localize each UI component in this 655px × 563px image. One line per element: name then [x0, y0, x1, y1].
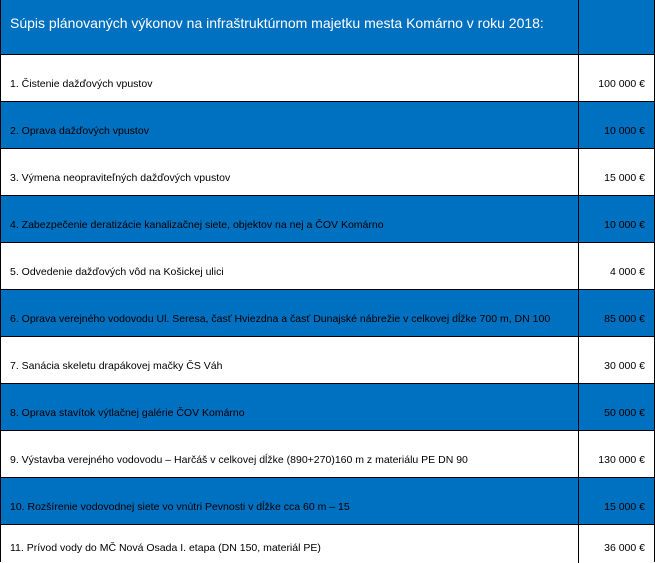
table-row: [1, 431, 654, 478]
table-row: [1, 525, 654, 563]
row-amount: 10 000 €: [604, 125, 645, 137]
header-value-cell: [579, 0, 654, 54]
row-label: 11. Prívod vody do MČ Nová Osada I. etapa (DN 150, materiál PE): [1, 525, 579, 563]
row-label: 4. Zabezpečenie deratizácie kanalizačnej siete, objektov na nej a ČOV Komárno: [1, 196, 579, 242]
table-row: [1, 149, 654, 196]
table-row: [1, 243, 654, 290]
table-row: [1, 337, 654, 384]
table-row: [1, 478, 654, 525]
row-amount: 4 000 €: [609, 266, 645, 278]
row-amount: 36 000 €: [604, 542, 645, 554]
row-label: 7. Sanácia skeletu drapákovej mačky ČS Váh: [1, 337, 579, 383]
table-header-row: [1, 0, 654, 55]
table-row: [1, 102, 654, 149]
row-label: 10. Rozšírenie vodovodnej siete vo vnútri Pevnosti v dĺžke cca 60 m – 15: [1, 478, 579, 524]
row-amount: 85 000 €: [604, 313, 645, 325]
row-amount: 15 000 €: [604, 172, 645, 184]
row-label: 6. Oprava verejného vodovodu Ul. Seresa, časť Hviezdna a časť Dunajské nábrežie v celkovej dĺžke 700 m, DN 100: [1, 290, 579, 336]
table-row: [1, 384, 654, 431]
table-row: [1, 55, 654, 102]
row-label: 8. Oprava stavítok výtlačnej galérie ČOV Komárno: [1, 384, 579, 430]
table-row: [1, 196, 654, 243]
row-amount: 10 000 €: [604, 219, 645, 231]
table-title: Súpis plánovaných výkonov na infraštruktúrnom majetku mesta Komárno v roku 2018:: [1, 0, 579, 54]
table-row: [1, 290, 654, 337]
row-amount: 15 000 €: [604, 501, 645, 513]
row-label: 1. Čistenie dažďových vpustov: [1, 55, 579, 101]
row-label: 9. Výstavba verejného vodovodu – Harčáš v celkovej dĺžke (890+270)160 m z materiálu PE DN 90: [1, 431, 579, 477]
row-amount: 130 000 €: [598, 454, 645, 466]
row-amount: 30 000 €: [604, 360, 645, 372]
row-amount: 100 000 €: [598, 78, 645, 90]
row-label: 3. Výmena neopraviteľných dažďových vpustov: [1, 149, 579, 195]
row-label: 5. Odvedenie dažďových vôd na Košickej ulici: [1, 243, 579, 289]
row-amount: 50 000 €: [604, 407, 645, 419]
row-label: 2. Oprava dažďových vpustov: [1, 102, 579, 148]
